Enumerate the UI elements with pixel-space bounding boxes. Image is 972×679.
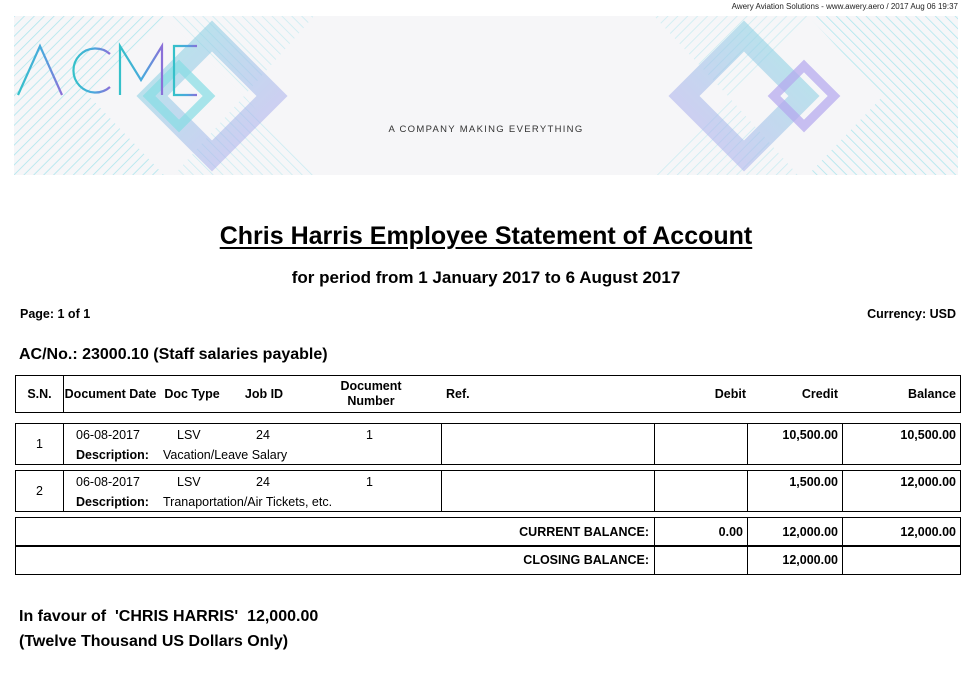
- page-indicator: Page: 1 of 1: [20, 307, 91, 321]
- row-job-id: 24: [256, 475, 270, 489]
- row-doc-number: 1: [366, 428, 373, 442]
- company-tagline: A COMPANY MAKING EVERYTHING: [388, 124, 584, 135]
- closing-balance-credit: 12,000.00: [782, 553, 838, 567]
- col-ref: Ref.: [446, 386, 470, 401]
- col-document-date: Document Date: [64, 386, 157, 401]
- closing-balance-label: CLOSING BALANCE:: [523, 553, 649, 567]
- row-balance: 12,000.00: [900, 475, 956, 489]
- row-description-label: Description:: [76, 448, 149, 462]
- col-sn: S.N.: [27, 386, 52, 401]
- closing-balance-row: [15, 545, 961, 575]
- table-row: [15, 423, 961, 465]
- row-credit: 10,500.00: [782, 428, 838, 442]
- row-sn: 2: [36, 484, 43, 498]
- report-timestamp: Awery Aviation Solutions - www.awery.aero / 2017 Aug 06 19:37: [731, 2, 958, 11]
- row-doc-number: 1: [366, 475, 373, 489]
- current-balance-debit: 0.00: [718, 525, 743, 539]
- col-document-number: Document Number: [340, 379, 402, 408]
- row-sn: 1: [36, 437, 43, 451]
- col-credit: Credit: [801, 386, 838, 401]
- current-balance-credit: 12,000.00: [782, 525, 838, 539]
- statement-title: Chris Harris Employee Statement of Account: [219, 222, 753, 250]
- row-date: 06-08-2017: [76, 475, 140, 489]
- row-balance: 10,500.00: [900, 428, 956, 442]
- currency-indicator: Currency: USD: [867, 307, 956, 321]
- table-header: [15, 375, 961, 413]
- favour-statement: [19, 604, 318, 654]
- acme-logo-mark: [14, 40, 204, 100]
- row-doc-type: LSV: [177, 428, 201, 442]
- row-job-id: 24: [256, 428, 270, 442]
- row-date: 06-08-2017: [76, 428, 140, 442]
- company-banner: [14, 16, 958, 175]
- col-doc-type: Doc Type: [164, 386, 220, 401]
- amount-in-words: (Twelve Thousand US Dollars Only): [19, 633, 289, 650]
- account-number: AC/No.: 23000.10 (Staff salaries payable): [19, 346, 328, 363]
- current-balance-row: [15, 517, 961, 547]
- row-description: Vacation/Leave Salary: [163, 448, 288, 462]
- col-debit: Debit: [714, 386, 746, 401]
- row-doc-type: LSV: [177, 475, 201, 489]
- col-balance: Balance: [908, 386, 956, 401]
- statement-period: for period from 1 January 2017 to 6 August 2017: [291, 268, 681, 287]
- row-description: Tranaportation/Air Tickets, etc.: [163, 495, 333, 509]
- current-balance-label: CURRENT BALANCE:: [519, 525, 649, 539]
- favour-line: In favour of 'CHRIS HARRIS' 12,000.00: [19, 608, 319, 625]
- col-job-id: Job ID: [244, 386, 284, 401]
- table-row: [15, 470, 961, 512]
- row-description-label: Description:: [76, 495, 149, 509]
- row-credit: 1,500.00: [789, 475, 838, 489]
- current-balance-balance: 12,000.00: [900, 525, 956, 539]
